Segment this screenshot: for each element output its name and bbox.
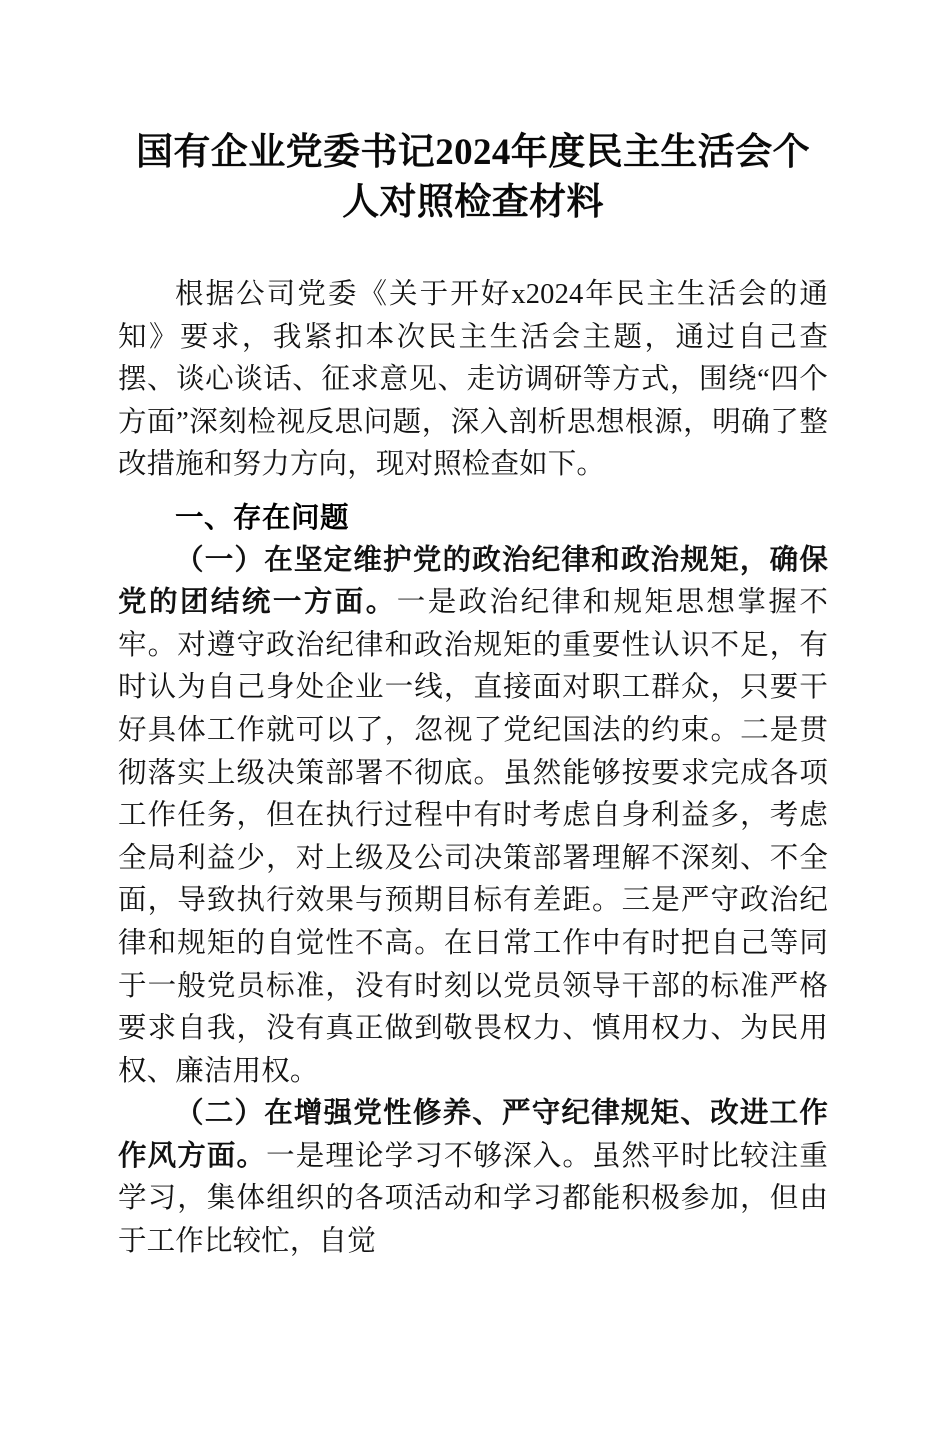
subsection-lead-1: （一）在坚定维护党的政治纪律和政治规矩，确保党的团结统一方面。 bbox=[118, 544, 828, 619]
section-heading-existing-problems: 一、存在问题 bbox=[175, 501, 350, 534]
page-title: 国有企业党委书记2024年度民主生活会个人对照检查材料 bbox=[136, 132, 810, 223]
preamble-paragraph: 根据公司党委《关于开好x2024年民主生活会的通知》要求，我紧扣本次民主生活会主题，通过自己查摆、谈心谈话、征求意见、走访调研等方式，围绕“四个方面”深刻检视反思问题，深入剖析思想根源，明确了整改措施和努力方向，现对照检查如下。 bbox=[118, 279, 828, 481]
subsection-body-2: 一是理论学习不够深入。虽然平时比较注重学习，集体组织的各项活动和学习都能积极参加，但由于工作比较忙，自觉 bbox=[118, 1140, 828, 1258]
document-content bbox=[118, 0, 828, 1454]
subsection-paragraph-1 bbox=[118, 540, 828, 1094]
subsection-paragraph-2 bbox=[118, 1093, 828, 1263]
subsection-lead-2: （二）在增强党性修养、严守纪律规矩、改进工作作风方面。 bbox=[118, 1098, 828, 1172]
page-bottom-whitespace bbox=[118, 1264, 828, 1454]
subsection-body-1: 一是政治纪律和规矩思想掌握不牢。对遵守政治纪律和政治规矩的重要性认识不足，有时认为自己身处企业一线，直接面对职工群众，只要干好具体工作就可以了，忽视了党纪国法的约束。二是贯彻落实上级决策部署不彻底。虽然能够按要求完成各项工作任务，但在执行过程中有时考虑自身利益多，考虑全局利益少，对上级及公司决策部署理解不深刻、不全面，导致执行效果与预期目标有差距。三是严守政治纪律和规矩的自觉性不高。在日常工作中有时把自己等同于一般党员标准，没有时刻以党员领导干部的标准严格要求自我，没有真正做到敬畏权力、慎用权力、为民用权、廉洁用权。 bbox=[118, 587, 828, 1087]
